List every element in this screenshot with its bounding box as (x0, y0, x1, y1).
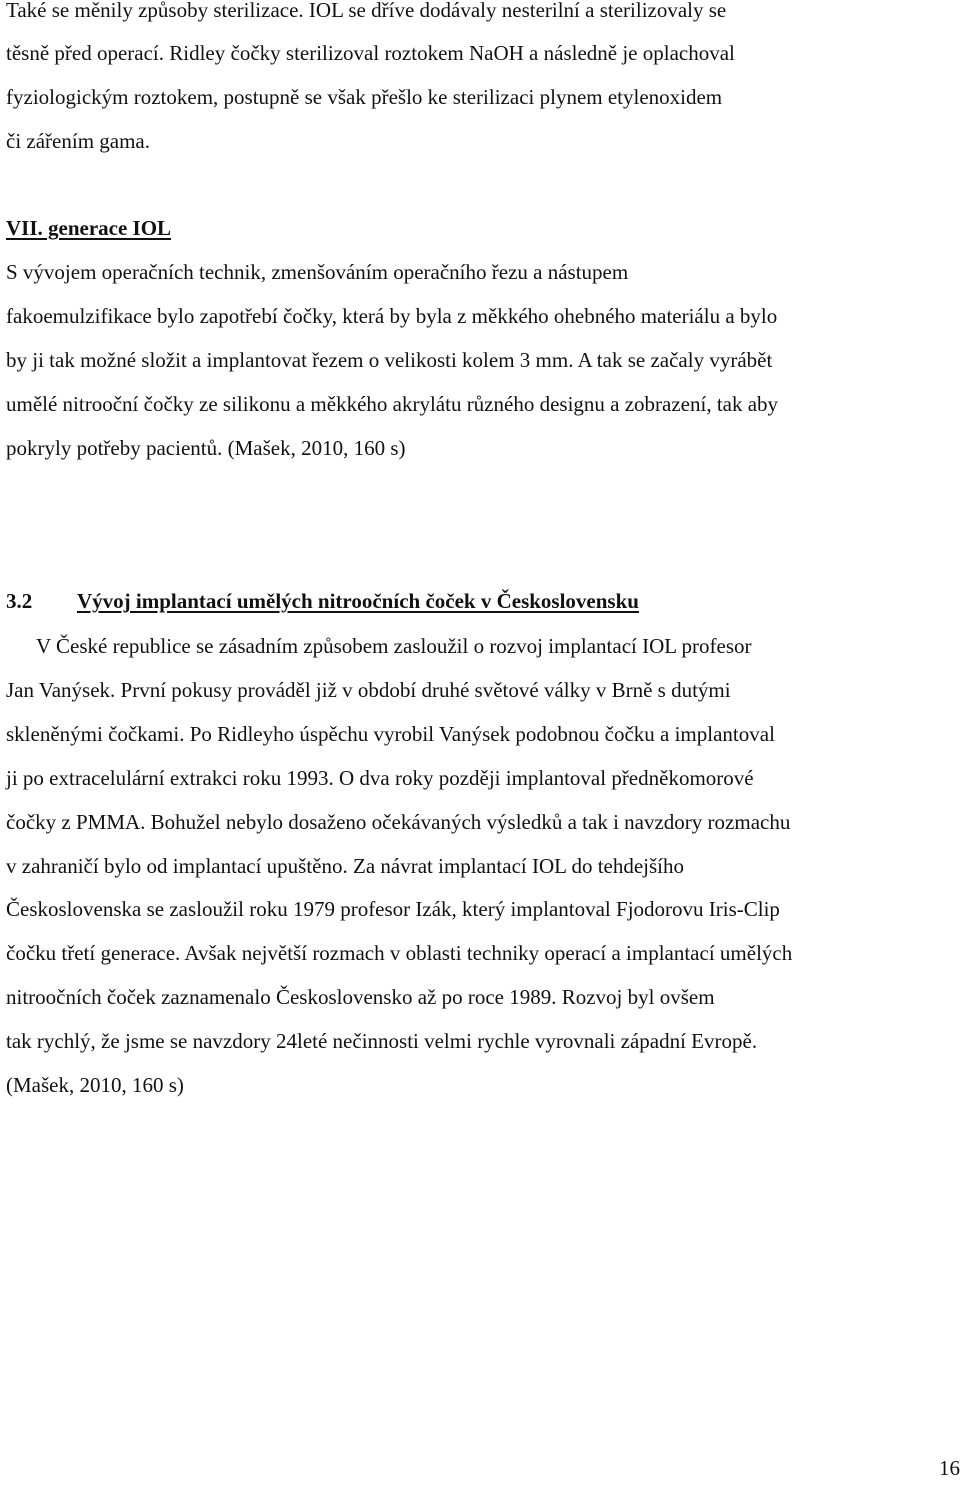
paragraph-sterilizace-line: či zářením gama. (6, 129, 151, 153)
paragraph-sterilizace-line: Také se měnily způsoby sterilizace. IOL se dříve dodávaly nesterilní a sterilizovaly se (6, 0, 727, 22)
paragraph-ceskoslovensko-line: Československa se zasloužil roku 1979 profesor Izák, který implantoval Fjodorovu Iris-Clip (6, 897, 780, 921)
paragraph-sterilizace-line: fyziologickým roztokem, postupně se však přešlo ke sterilizaci plynem etylenoxidem (6, 85, 723, 109)
paragraph-ceskoslovensko-line: (Mašek, 2010, 160 s) (6, 1073, 184, 1097)
paragraph-ceskoslovensko-line: čočky z PMMA. Bohužel nebylo dosaženo očekávaných výsledků a tak i navzdory rozmachu (6, 810, 791, 834)
paragraph-generace-line: umělé nitrooční čočky ze silikonu a měkkého akrylátu různého designu a zobrazení, tak aby (6, 392, 779, 416)
paragraph-sterilizace-line: těsně před operací. Ridley čočky sterilizoval roztokem NaOH a následně je oplachoval (6, 41, 735, 65)
paragraph-ceskoslovensko-line: skleněnými čočkami. Po Ridleyho úspěchu vyrobil Vanýsek podobnou čočku a implantoval (6, 722, 775, 746)
paragraph-ceskoslovensko-line: Jan Vanýsek. První pokusy prováděl již v období druhé světové války v Brně s dutými (6, 678, 731, 702)
paragraph-ceskoslovensko-line: v zahraničí bylo od implantací upuštěno. Za návrat implantací IOL do tehdejšího (6, 854, 685, 878)
paragraph-generace-line: pokryly potřeby pacientů. (Mašek, 2010, 160 s) (6, 436, 406, 460)
section-number: 3.2 (6, 589, 33, 613)
paragraph-ceskoslovensko-line: čočku třetí generace. Avšak největší rozmach v oblasti techniky operací a implantací umělých (6, 941, 793, 965)
paragraph-generace-line: fakoemulzifikace bylo zapotřebí čočky, která by byla z měkkého ohebného materiálu a bylo (6, 304, 778, 328)
section-title: Vývoj implantací umělých nitroočních čoček v Československu (77, 589, 639, 613)
page-number: 16 (939, 1456, 960, 1480)
paragraph-generace-line: S vývojem operačních technik, zmenšováním operačního řezu a nástupem (6, 260, 629, 284)
paragraph-ceskoslovensko-line: ji po extracelulární extrakci roku 1993. O dva roky později implantoval předněkomorové (6, 766, 754, 790)
generation-heading: VII. generace IOL (6, 216, 172, 240)
paragraph-ceskoslovensko-line: V České republice se zásadním způsobem zasloužil o rozvoj implantací IOL profesor (36, 634, 752, 658)
paragraph-ceskoslovensko-line: tak rychlý, že jsme se navzdory 24leté nečinnosti velmi rychle vyrovnali západní Evropě. (6, 1029, 758, 1053)
paragraph-ceskoslovensko-line: nitroočních čoček zaznamenalo Československo až po roce 1989. Rozvoj byl ovšem (6, 985, 715, 1009)
paragraph-generace-line: by ji tak možné složit a implantovat řezem o velikosti kolem 3 mm. A tak se začaly vyrábět (6, 348, 773, 372)
